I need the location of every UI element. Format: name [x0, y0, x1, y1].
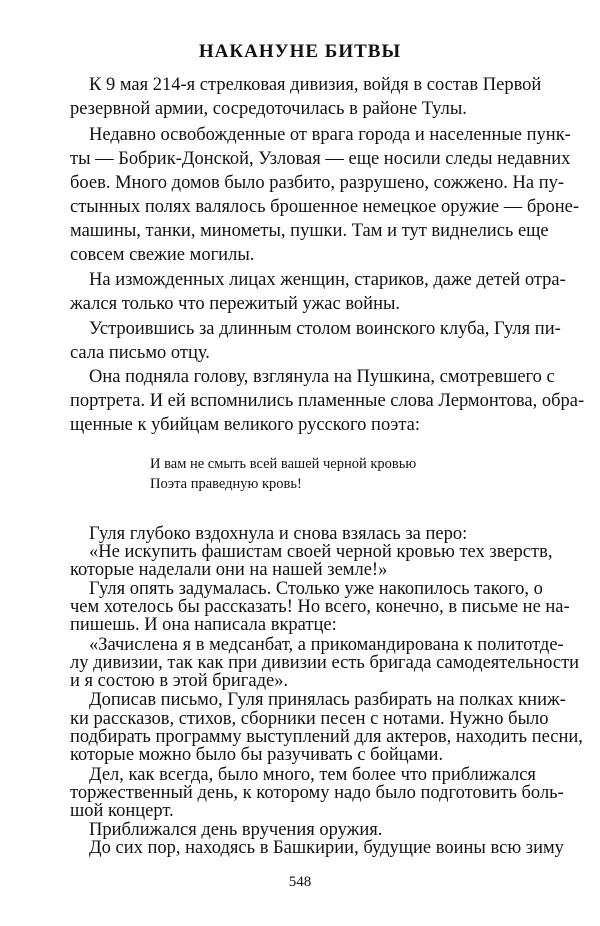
text-line: боев. Много домов было разбито, разрушено, сожжено. На пу- [70, 173, 565, 193]
text-line: Гуля глубоко вздохнула и снова взялась за перо: [89, 523, 468, 544]
text-line: До сих пор, находясь в Башкирии, будущие воины всю зиму [89, 838, 564, 858]
text-line: торжественный день, к которому надо было подготовить боль- [70, 782, 564, 803]
text-line: К 9 мая 214-я стрелковая дивизия, войдя в состав Первой [89, 75, 542, 95]
text-line: и я состою в этой бригаде». [70, 671, 289, 692]
chapter-title: НАКАНУНЕ БИТВЫ [198, 41, 402, 62]
text-line: портрета. И ей вспомнились пламенные слова Лермонтова, обра- [70, 391, 585, 411]
text-line: ки рассказов, стихов, сборники песен с нотами. Нужно было [70, 708, 549, 729]
text-line: Устроившись за длинным столом воинского клуба, Гуля пи- [89, 319, 561, 339]
text-line: ты — Бобрик-Донской, Узловая — еще носили следы недавних [70, 149, 571, 169]
text-line: Гуля опять задумалась. Столько уже накопилось такого, о [89, 578, 543, 599]
text-line: стынных полях валялось брошенное немецкое оружие — броне- [70, 197, 580, 217]
text-line: Недавно освобожденные от врага города и населенные пунк- [89, 125, 571, 145]
text-line: которые наделали они на нашей земле!» [70, 560, 388, 581]
verse-line: И вам не смыть всей вашей черной кровью [150, 456, 417, 472]
text-line: Дел, как всегда, было много, тем более что приближался [89, 764, 536, 785]
text-line: жался только что пережитый ужас войны. [70, 294, 401, 314]
text-line: сала письмо отцу. [70, 343, 210, 363]
text-line: которые можно было бы разучивать с бойцами. [70, 745, 444, 766]
text-line: Приближался день вручения оружия. [89, 819, 383, 840]
text-line: пишешь. И она написала вкратце: [70, 615, 337, 636]
text-line: Она подняла голову, взглянула на Пушкина, смотревшего с [89, 367, 555, 387]
text-line: резервной армии, сосредоточилась в районе Тулы. [70, 99, 467, 119]
text-line: «Не искупить фашистам своей черной кровью тех зверств, [89, 541, 553, 562]
text-line: щенные к убийцам великого русского поэта: [70, 415, 421, 435]
text-line: «Зачислена я в медсанбат, а прикомандирована к политотде- [89, 634, 564, 655]
page-number: 548 [288, 874, 312, 890]
text-line: машины, танки, минометы, пушки. Там и тут виднелись еще [70, 221, 549, 241]
text-line: шой концерт. [70, 801, 174, 822]
text-line: лу дивизии, так как при дивизии есть бригада самодеятельности [70, 652, 580, 673]
verse-line: Поэта праведную кровь! [150, 476, 302, 492]
text-line: совсем свежие могилы. [70, 245, 255, 265]
text-line: чем хотелось бы рассказать! Но всего, конечно, в письме не на- [70, 597, 570, 617]
text-line: Дописав письмо, Гуля принялась разбирать на полках книж- [89, 690, 566, 711]
text-line: На изможденных лицах женщин, стариков, даже детей отра- [89, 270, 566, 290]
text-line: подбирать программу выступлений для актеров, находить песни, [70, 727, 583, 748]
